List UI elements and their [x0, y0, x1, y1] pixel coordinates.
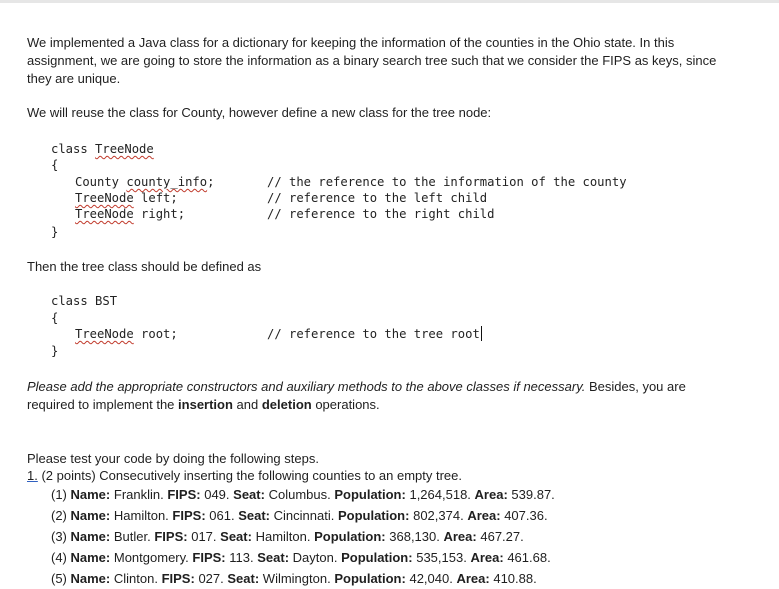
list-item: (1) Name: Franklin. FIPS: 049. Seat: Columbus. Population: 1,264,518. Area: 539.87.: [51, 487, 555, 502]
reuse-paragraph: We will reuse the class for County, however define a new class for the tree node:: [27, 105, 492, 120]
bst-field-root: TreeNode root;: [75, 327, 178, 341]
treenode-open-brace: {: [51, 158, 59, 172]
text-cursor: [481, 326, 482, 341]
treenode-field-county: County county_info;: [75, 175, 215, 189]
instructions-line-2: required to implement the insertion and deletion operations.: [27, 397, 380, 412]
treenode-comment-county: // the reference to the information of the county: [267, 175, 627, 189]
page-top-border: [0, 0, 779, 3]
bst-class-header: class BST: [51, 294, 118, 308]
list-item: (2) Name: Hamilton. FIPS: 061. Seat: Cincinnati. Population: 802,374. Area: 407.36.: [51, 508, 548, 523]
treenode-class-name: TreeNode: [95, 142, 154, 156]
treenode-class-header: class TreeNode: [51, 142, 154, 156]
treenode-field-left: TreeNode left;: [75, 191, 178, 205]
list-item: (4) Name: Montgomery. FIPS: 113. Seat: Dayton. Population: 535,153. Area: 461.68.: [51, 550, 551, 565]
tree-class-paragraph: Then the tree class should be defined as: [27, 259, 262, 274]
test-paragraph: Please test your code by doing the following steps.: [27, 451, 319, 466]
treenode-close-brace: }: [51, 225, 59, 239]
intro-line-2: assignment, we are going to store the information as a binary search tree such that we consider the FIPS as keys, since: [27, 53, 717, 68]
instructions-line-1: Please add the appropriate constructors and auxiliary methods to the above classes if necessary. Besides, you are: [27, 379, 686, 394]
intro-line-3: they are unique.: [27, 71, 121, 86]
intro-line-1: We implemented a Java class for a dictionary for keeping the information of the counties in the Ohio state. In this: [27, 35, 675, 50]
county-list: [51, 484, 555, 589]
bst-open-brace: {: [51, 311, 59, 325]
treenode-comment-right: // reference to the right child: [267, 207, 495, 221]
bst-comment-root: // reference to the tree root: [267, 327, 480, 341]
list-item: (5) Name: Clinton. FIPS: 027. Seat: Wilmington. Population: 42,040. Area: 410.88.: [51, 571, 537, 586]
treenode-comment-left: // reference to the left child: [267, 191, 488, 205]
bst-close-brace: }: [51, 344, 59, 358]
step-1-line: 1. (2 points) Consecutively inserting the following counties to an empty tree.: [27, 468, 463, 483]
list-item: (3) Name: Butler. FIPS: 017. Seat: Hamilton. Population: 368,130. Area: 467.27.: [51, 529, 524, 544]
treenode-field-right: TreeNode right;: [75, 207, 186, 221]
